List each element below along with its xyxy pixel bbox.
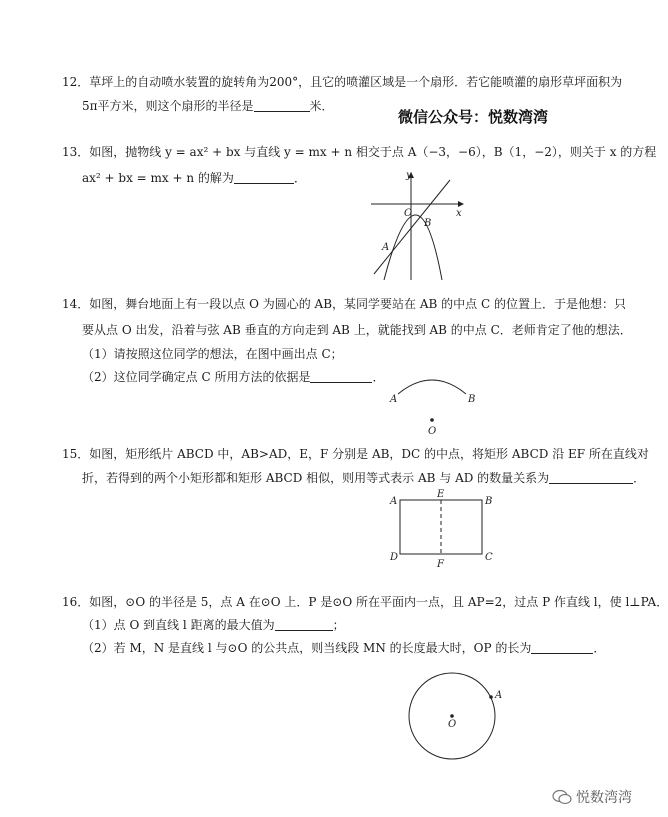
label-b: B [468, 394, 476, 405]
q16-sub2-end: ． [593, 641, 606, 655]
footer-brand [552, 787, 632, 807]
arc-ab [398, 380, 466, 394]
footer-text: 悦数湾湾 [576, 790, 632, 806]
q13-figure [366, 170, 466, 290]
q14-sub2-end: ． [372, 370, 385, 384]
answer-blank[interactable] [254, 99, 310, 112]
label-a: A [390, 394, 398, 405]
q14-sub2 [82, 369, 384, 385]
wechat-icon [552, 789, 572, 805]
label-d: D [390, 552, 399, 563]
answer-blank[interactable] [310, 370, 372, 383]
label-f: F [437, 559, 444, 570]
q15-line2-end: ． [633, 471, 646, 485]
label-a: A [495, 690, 503, 701]
q12-line1: 12．草坪上的自动喷水装置的旋转角为200°，且它的喷灌区域是一个扇形．若它能喷灌的扇形草坪面积为 [62, 75, 623, 89]
label-a: A [390, 496, 398, 507]
q12-line2 [82, 98, 334, 114]
q16-sub2-text: （2）若 M，N 是直线 l 与⊙O 的公共点，则当线段 MN 的长度最大时，OP 的长为 [82, 641, 532, 655]
label-b: B [485, 496, 493, 507]
answer-blank[interactable] [531, 641, 593, 654]
center-point [430, 418, 434, 422]
q15-line2-text: 折，若得到的两个小矩形都和矩形 ABCD 相似，则用等式表示 AB 与 AD 的数量关系为 [82, 471, 550, 485]
q13-line1: 13．如图，抛物线 y = ax² + bx 与直线 y = mx + n 相交于点 A（−3，−6），B（1，−2），则关于 x 的方程 [62, 145, 657, 159]
q13-line2-text: ax² + bx = mx + n 的解为 [82, 171, 234, 185]
q14-sub1: （1）请按照这位同学的想法，在图中画出点 C； [82, 347, 343, 361]
answer-blank[interactable] [275, 618, 333, 631]
parabola [384, 215, 442, 280]
label-c: C [485, 552, 493, 563]
q16-sub1 [82, 617, 345, 633]
label-o: O [428, 426, 437, 437]
straight-line [374, 180, 450, 274]
q16-figure [400, 660, 506, 770]
q16-sub1-text: （1）点 O 到直线 l 距离的最大值为 [82, 618, 275, 632]
q16-sub1-end: ； [332, 618, 345, 632]
label-origin: O [404, 208, 413, 219]
q15-figure [386, 488, 496, 570]
q13-line2-end: ． [293, 171, 306, 185]
label-x: x [456, 208, 462, 219]
q12-line2-text: 5π平方米，则这个扇形的半径是 [82, 99, 254, 113]
q14-line2: 要从点 O 出发，沿着与弦 AB 垂直的方向走到 AB 上，就能找到 AB 的中点 C．老师肯定了他的想法． [82, 323, 632, 337]
q15-line2 [82, 470, 645, 486]
q16-sub2 [82, 640, 605, 656]
label-y: y [406, 170, 412, 181]
answer-blank[interactable] [234, 171, 294, 184]
watermark-text: 微信公众号：悦数湾湾 [398, 108, 549, 126]
answer-blank[interactable] [549, 471, 633, 484]
center-point [450, 714, 454, 718]
point-a [489, 695, 493, 699]
label-a: A [382, 242, 390, 253]
q13-line2 [82, 170, 306, 186]
q12-line2-end: 米． [309, 99, 334, 113]
q14-sub2-text: （2）这位同学确定点 C 所用方法的依据是 [82, 370, 311, 384]
label-e: E [437, 489, 445, 500]
q14-line1: 14．如图，舞台地面上有一段以点 O 为圆心的 AB，某同学要站在 AB 的中点 C 的位置上．于是他想：只 [62, 297, 626, 311]
q14-figure [380, 372, 490, 442]
q15-line1: 15．如图，矩形纸片 ABCD 中，AB>AD，E，F 分别是 AB，DC 的中点，将矩形 ABCD 沿 EF 所在直线对 [62, 447, 649, 461]
x-axis-arrow [458, 201, 464, 207]
label-b: B [424, 218, 432, 229]
q16-line1: 16．如图，⊙O 的半径是 5，点 A 在⊙O 上．P 是⊙O 所在平面内一点，且 AP=2，过点 P 作直线 l，使 l⊥PA． [62, 595, 668, 609]
label-o: O [448, 719, 457, 730]
